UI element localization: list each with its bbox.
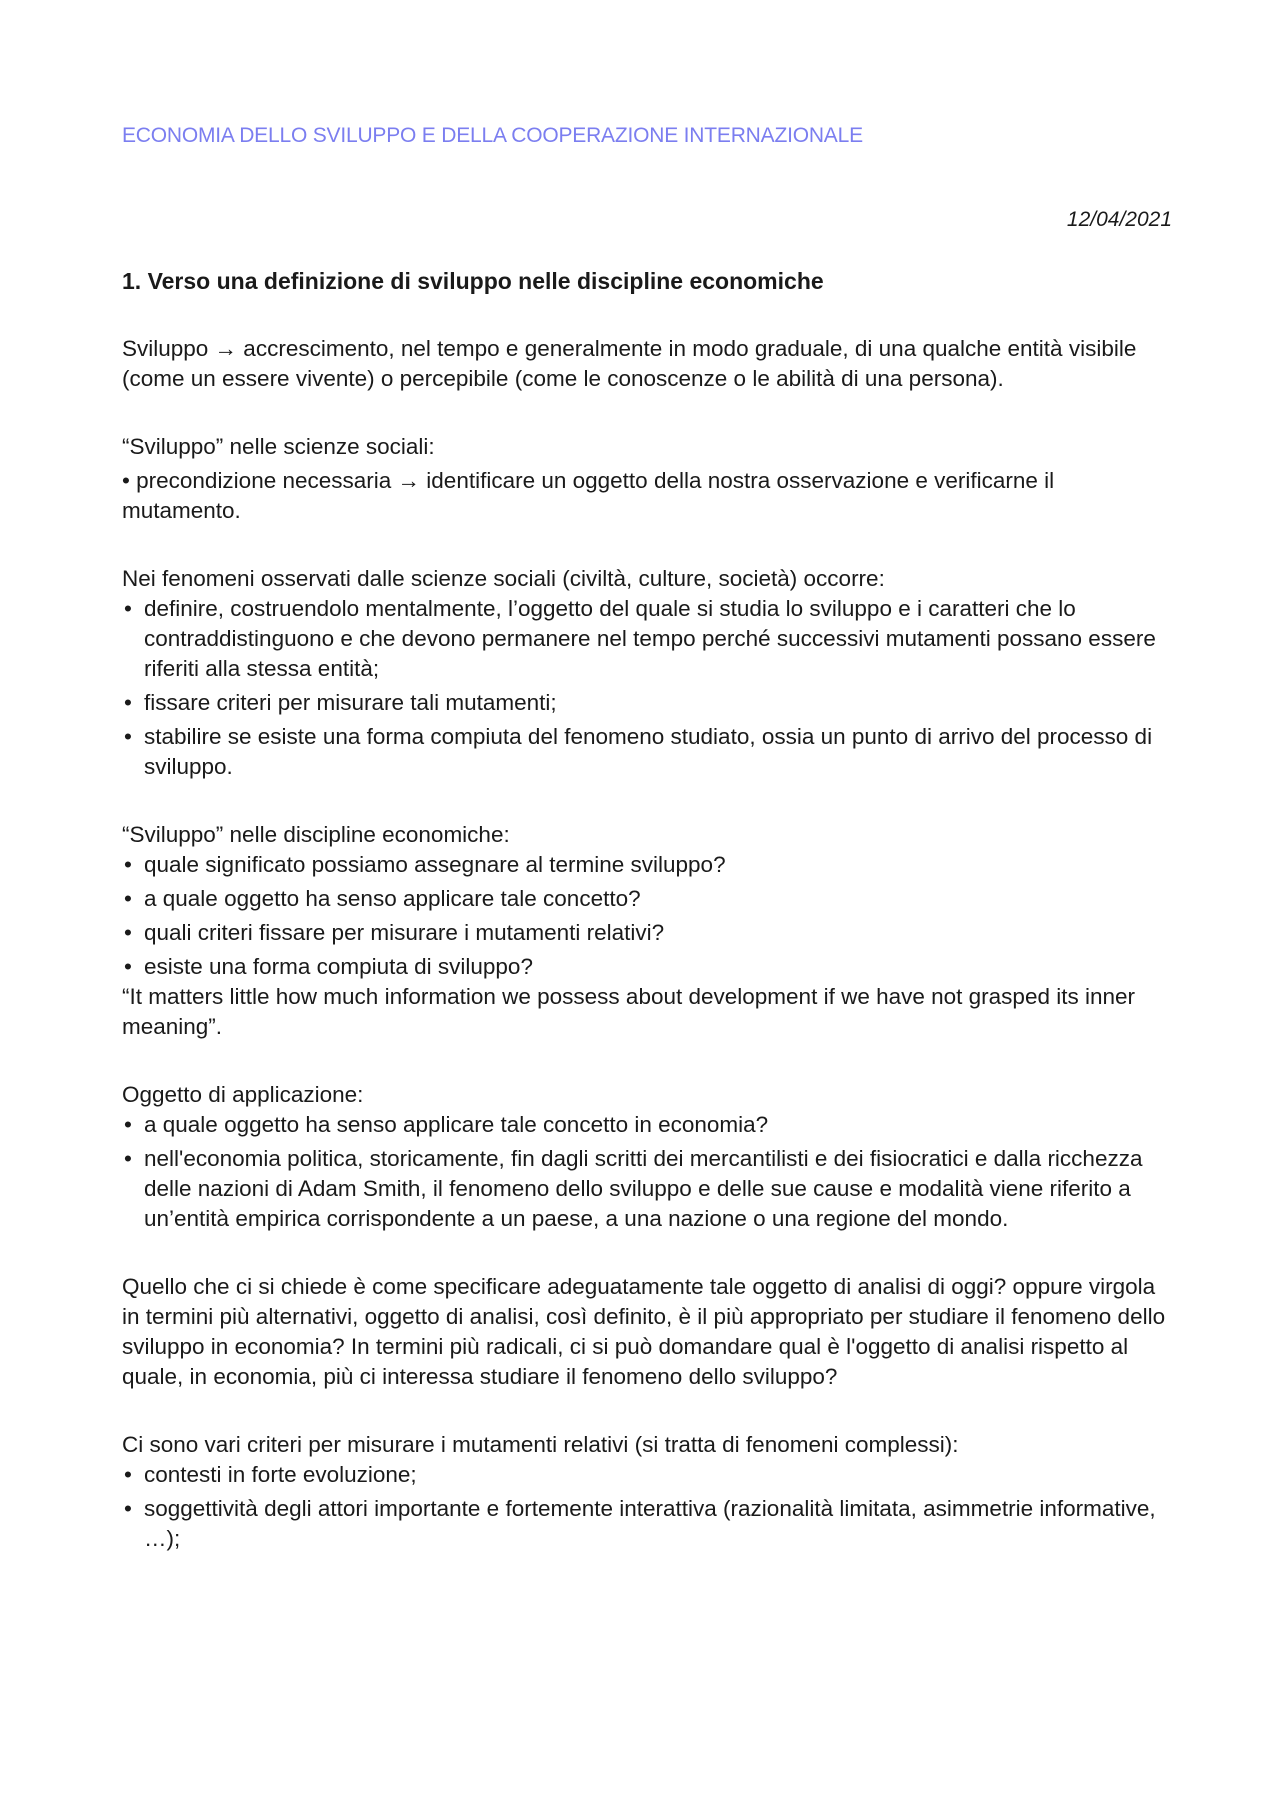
quote-paragraph: “It matters little how much information we possess about development if we have not grasped its inner meaning”. <box>122 984 1136 1039</box>
phenomena-intro: Nei fenomeni osservati dalle scienze sociali (civiltà, culture, società) occorre: <box>122 566 885 591</box>
list-item: • quale significato possiamo assegnare al termine sviluppo? <box>122 850 1172 880</box>
criteria-intro: Ci sono vari criteri per misurare i mutamenti relativi (si tratta di fenomeni complessi): <box>122 1432 959 1457</box>
list-item: • contesti in forte evoluzione; <box>122 1460 1172 1490</box>
list-item: • nell'economia politica, storicamente, fin dagli scritti dei mercantilisti e dei fisiocratici e dalla ricchezza delle nazioni di Adam Smith, il fenomeno dello sviluppo e delle sue cause e modalità viene riferito a un’entità empirica corrispondente a un paese, a una nazione o una regione del mondo. <box>122 1144 1172 1234</box>
list-item: • esiste una forma compiuta di sviluppo? <box>122 952 1172 982</box>
document-date: 12/04/2021 <box>1066 208 1172 231</box>
list-item: • a quale oggetto ha senso applicare tale concetto in economia? <box>122 1110 1172 1140</box>
list-item: • a quale oggetto ha senso applicare tale concetto? <box>122 884 1172 914</box>
list-item: • soggettività degli attori importante e fortemente interattiva (razionalità limitata, asimmetrie informative, …); <box>122 1494 1172 1554</box>
criteria-list <box>122 1460 1172 1554</box>
phenomena-list <box>122 594 1172 782</box>
list-item: • stabilire se esiste una forma compiuta del fenomeno studiato, ossia un punto di arrivo del processo di sviluppo. <box>122 722 1172 782</box>
economics-questions-list <box>122 850 1172 982</box>
object-title: Oggetto di applicazione: <box>122 1082 364 1107</box>
economics-title: “Sviluppo” nelle discipline economiche: <box>122 822 510 847</box>
social-sciences-item: • precondizione necessaria → identificare un oggetto della nostra osservazione e verificarne il mutamento. <box>122 468 1055 523</box>
list-item: • fissare criteri per misurare tali mutamenti; <box>122 688 1172 718</box>
question-paragraph: Quello che ci si chiede è come specificare adeguatamente tale oggetto di analisi di oggi? oppure virgola in termini più alternativi, oggetto di analisi, così definito, è il più appropriato per studiare il fenomeno dello sviluppo in economia? In termini più radicali, ci si può domandare qual è l'oggetto di analisi rispetto al quale, in economia, più ci interessa studiare il fenomeno dello sviluppo? <box>122 1274 1166 1389</box>
list-item: • definire, costruendolo mentalmente, l’oggetto del quale si studia lo sviluppo e i caratteri che lo contraddistinguono e che devono permanere nel tempo perché successivi mutamenti possano essere riferiti alla stessa entità; <box>122 594 1172 684</box>
definition-paragraph: Sviluppo → accrescimento, nel tempo e generalmente in modo graduale, di una qualche entità visibile (come un essere vivente) o percepibile (come le conoscenze o le abilità di una persona). <box>122 336 1137 391</box>
document-body <box>122 334 1172 1558</box>
list-item: • quali criteri fissare per misurare i mutamenti relativi? <box>122 918 1172 948</box>
section-heading: 1. Verso una definizione di sviluppo nelle discipline economiche <box>122 268 824 294</box>
document-title: ECONOMIA DELLO SVILUPPO E DELLA COOPERAZIONE INTERNAZIONALE <box>122 124 863 147</box>
object-list <box>122 1110 1172 1234</box>
social-sciences-title: “Sviluppo” nelle scienze sociali: <box>122 434 435 459</box>
